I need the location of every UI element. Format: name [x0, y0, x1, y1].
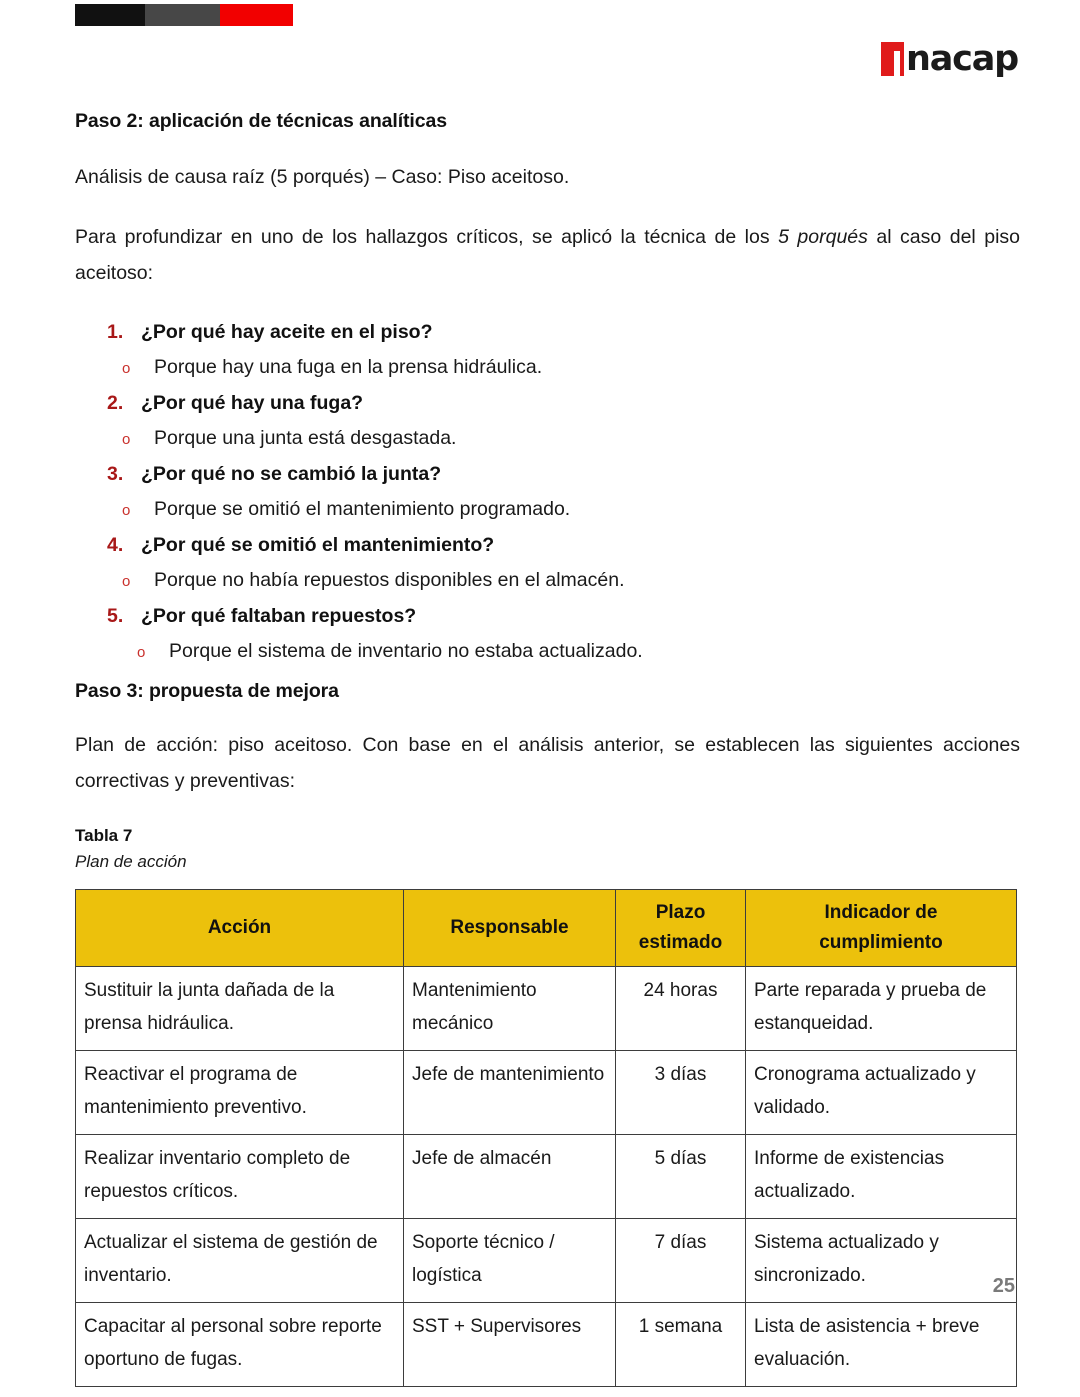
list-item	[75, 457, 1020, 528]
intro-text-part2: al caso del piso aceitoso:	[75, 226, 1021, 284]
cell-responsable: SST + Supervisores	[404, 1303, 616, 1387]
why-number: 2.	[107, 392, 124, 414]
table-caption: Plan de acción	[75, 852, 187, 871]
intro-text-part1: Para profundizar en uno de los hallazgos críticos, se aplicó la técnica de los	[75, 226, 779, 248]
cell-plazo: 24 horas	[616, 967, 746, 1051]
circle-bullet-icon: o	[137, 644, 146, 661]
why-question-row	[75, 528, 1020, 563]
column-header-accion: Acción	[76, 890, 404, 967]
header-bar-block-red	[220, 4, 293, 26]
why-number: 4.	[107, 534, 124, 556]
table-header-row	[76, 890, 1017, 967]
column-header-indicador-line2: cumplimiento	[819, 932, 943, 953]
table-body	[76, 967, 1017, 1387]
column-header-plazo-line2: estimado	[638, 932, 723, 953]
circle-bullet-icon: o	[122, 431, 131, 448]
cell-indicador: Cronograma actualizado y validado.	[746, 1051, 1017, 1135]
why-question-row	[75, 315, 1020, 350]
cell-responsable: Soporte técnico / logística	[404, 1219, 616, 1303]
cell-accion: Actualizar el sistema de gestión de inventario.	[76, 1219, 404, 1303]
why-answer-row	[75, 350, 1020, 386]
table-row	[76, 1303, 1017, 1387]
plan-de-accion-table	[75, 889, 1017, 1387]
cell-plazo: 3 días	[616, 1051, 746, 1135]
why-question-text: ¿Por qué hay aceite en el piso?	[141, 321, 433, 343]
step3-heading: Paso 3: propuesta de mejora	[75, 680, 339, 702]
why-question-text: ¿Por qué hay una fuga?	[141, 392, 364, 414]
why-question-text: ¿Por qué se omitió el mantenimiento?	[141, 534, 495, 556]
column-header-responsable: Responsable	[404, 890, 616, 967]
why-answer-row	[75, 563, 1020, 599]
five-whys-list	[75, 315, 1020, 670]
table-row	[76, 1051, 1017, 1135]
cell-indicador: Informe de existencias actualizado.	[746, 1135, 1017, 1219]
inacap-logo-text: nacap	[906, 39, 1018, 79]
why-number: 5.	[107, 605, 124, 627]
table-row	[76, 1219, 1017, 1303]
why-number: 1.	[107, 321, 124, 343]
cell-responsable: Jefe de mantenimiento	[404, 1051, 616, 1135]
cell-responsable: Jefe de almacén	[404, 1135, 616, 1219]
column-header-plazo-line1: Plazo	[655, 902, 706, 923]
cell-plazo: 7 días	[616, 1219, 746, 1303]
table-row	[76, 1135, 1017, 1219]
step3-paragraph: Plan de acción: piso aceitoso. Con base en el análisis anterior, se establecen las siguientes acciones correctivas y preventivas:	[75, 734, 1020, 792]
cell-accion: Sustituir la junta dañada de la prensa hidráulica.	[76, 967, 404, 1051]
why-question-text: ¿Por qué no se cambió la junta?	[141, 463, 442, 485]
column-header-indicador-cumplimiento	[746, 890, 1017, 967]
list-item	[75, 386, 1020, 457]
why-answer-row	[75, 492, 1020, 528]
cell-plazo: 1 semana	[616, 1303, 746, 1387]
why-answer-text: Porque no había repuestos disponibles en el almacén.	[154, 569, 625, 591]
cell-indicador: Lista de asistencia + breve evaluación.	[746, 1303, 1017, 1387]
why-answer-row	[75, 634, 1020, 670]
table-head	[76, 890, 1017, 967]
cell-accion: Capacitar al personal sobre reporte oportuno de fugas.	[76, 1303, 404, 1387]
list-item	[75, 528, 1020, 599]
circle-bullet-icon: o	[122, 502, 131, 519]
intro-text-italic: 5 porqués	[778, 226, 868, 248]
why-question-row	[75, 457, 1020, 492]
circle-bullet-icon: o	[122, 360, 131, 377]
table-row	[76, 967, 1017, 1051]
why-number: 3.	[107, 463, 124, 485]
cell-accion: Reactivar el programa de mantenimiento preventivo.	[76, 1051, 404, 1135]
column-header-indicador-line1: Indicador de	[824, 902, 938, 923]
cell-responsable: Mantenimiento mecánico	[404, 967, 616, 1051]
header-bar-block-black	[75, 4, 145, 26]
document-body	[75, 110, 1020, 1387]
why-answer-text: Porque se omitió el mantenimiento programado.	[154, 498, 571, 520]
list-item	[75, 599, 1020, 670]
why-answer-text: Porque el sistema de inventario no estaba actualizado.	[169, 640, 643, 662]
header-bar-block-gray	[145, 4, 220, 26]
why-answer-text: Porque hay una fuga en la prensa hidráulica.	[154, 356, 543, 378]
column-header-plazo-estimado	[616, 890, 746, 967]
step2-heading: Paso 2: aplicación de técnicas analíticas	[75, 110, 447, 132]
inacap-logo-mark-icon	[881, 42, 904, 76]
why-question-text: ¿Por qué faltaban repuestos?	[141, 605, 417, 627]
circle-bullet-icon: o	[122, 573, 131, 590]
cell-plazo: 5 días	[616, 1135, 746, 1219]
table-label: Tabla 7	[75, 826, 133, 845]
why-answer-row	[75, 421, 1020, 457]
intro-paragraph	[75, 219, 1020, 291]
cell-accion: Realizar inventario completo de repuestos críticos.	[76, 1135, 404, 1219]
step2-subtitle: Análisis de causa raíz (5 porqués) – Caso: Piso aceitoso.	[75, 166, 570, 188]
cell-indicador: Sistema actualizado y sincronizado.	[746, 1219, 1017, 1303]
inacap-logo	[881, 32, 1018, 79]
why-question-row	[75, 599, 1020, 634]
why-question-row	[75, 386, 1020, 421]
why-answer-text: Porque una junta está desgastada.	[154, 427, 457, 449]
cell-indicador: Parte reparada y prueba de estanqueidad.	[746, 967, 1017, 1051]
page-number: 25	[992, 1275, 1015, 1297]
list-item	[75, 315, 1020, 386]
header-color-bar	[75, 4, 293, 26]
